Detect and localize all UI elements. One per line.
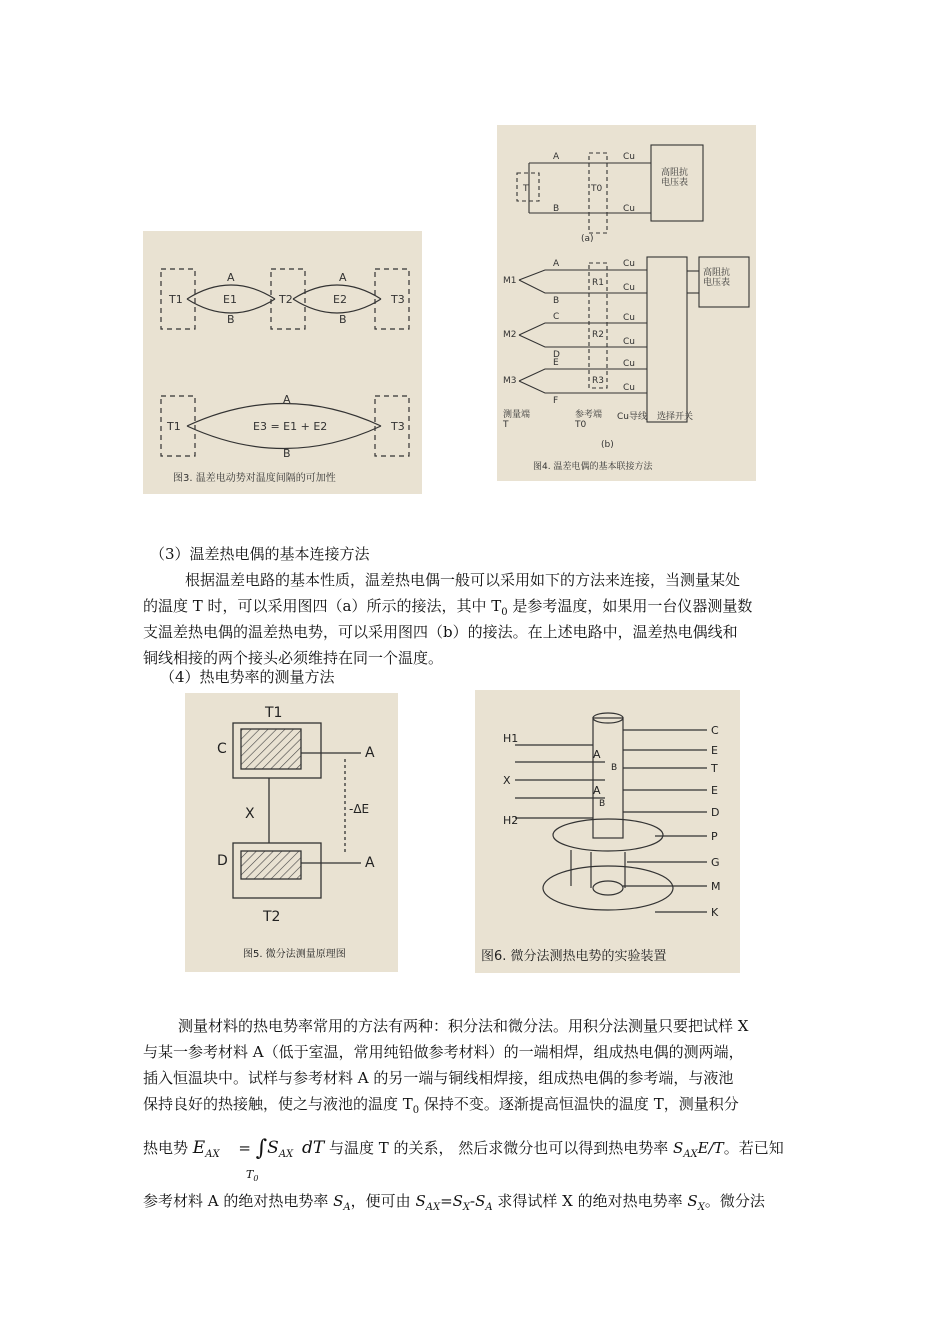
label: X bbox=[245, 806, 255, 822]
figure-3 bbox=[143, 231, 422, 494]
label: R2 bbox=[592, 330, 604, 340]
figure-4 bbox=[497, 125, 756, 481]
label: B bbox=[599, 799, 606, 809]
section-heading: （4）热电势率的测量方法 bbox=[160, 668, 335, 686]
label: Cu bbox=[623, 383, 635, 393]
figure-6 bbox=[475, 690, 740, 973]
integral-lower-limit: $T_0$ bbox=[246, 1168, 259, 1183]
label: Cu bbox=[623, 359, 635, 369]
label: X bbox=[503, 774, 511, 787]
meter-label: 高阻抗电压表 bbox=[661, 168, 689, 188]
label: M bbox=[711, 880, 721, 893]
label: C bbox=[711, 724, 719, 737]
paragraph-line: 插入恒温块中。试样与参考材料 A 的另一端与铜线相焊接，组成热电偶的参考端，与液池 bbox=[143, 1069, 734, 1087]
paragraph-line: 测量材料的热电势率常用的方法有两种：积分法和微分法。用积分法测量只要把试样 X bbox=[178, 1017, 749, 1035]
label: Cu bbox=[623, 204, 635, 214]
paragraph-line: 参考材料 A 的绝对热电势率 $S_A$，便可由 $S_{AX}=S_X-S_A$ 求得试样 X 的绝对热电势率 $S_X$。微分法 bbox=[143, 1192, 765, 1213]
label: R1 bbox=[592, 278, 604, 288]
paragraph-line: 与某一参考材料 A（低于室温，常用纯铅做参考材料）的一端相焊，组成热电偶的测两端， bbox=[143, 1043, 744, 1061]
label: B bbox=[339, 313, 347, 326]
label: E2 bbox=[333, 293, 347, 306]
label: 参考端 T0 bbox=[575, 410, 603, 430]
label: T1 bbox=[265, 705, 283, 721]
section-heading: （3）温差热电偶的基本连接方法 bbox=[150, 545, 370, 563]
label: T1 bbox=[169, 293, 183, 306]
label: M2 bbox=[503, 330, 517, 340]
label: T2 bbox=[279, 293, 293, 306]
label: Cu bbox=[623, 259, 635, 269]
figure-5-diagram bbox=[185, 693, 398, 972]
label: B bbox=[553, 204, 560, 214]
label: T0 bbox=[591, 184, 603, 194]
label: B bbox=[227, 313, 235, 326]
figure-4-diagram bbox=[497, 125, 756, 481]
base-hole bbox=[593, 881, 623, 895]
label: B bbox=[611, 763, 618, 773]
label: -ΔE bbox=[349, 802, 370, 816]
label: A bbox=[339, 271, 347, 284]
label: A bbox=[365, 855, 375, 871]
switch-box bbox=[647, 257, 687, 422]
formula-line: 热电势 $E_{AX} = \int S_{AX}$ dT 与温度 T 的关系， 然后求微分也可以得到热电势率 $S_{AX}E/T$。若已知 bbox=[143, 1136, 784, 1161]
wire bbox=[519, 369, 647, 381]
figure-6-diagram bbox=[475, 690, 740, 973]
label: D bbox=[553, 350, 560, 360]
label: T2 bbox=[263, 909, 281, 925]
label: Cu bbox=[623, 283, 635, 293]
label: F bbox=[553, 396, 559, 406]
label: 选择开关 bbox=[657, 412, 694, 422]
hatched-region bbox=[241, 729, 301, 769]
label: (a) bbox=[581, 234, 594, 244]
figure-caption: 图4. 温差电偶的基本联接方法 bbox=[533, 462, 653, 472]
sample-column bbox=[593, 718, 623, 838]
base bbox=[543, 866, 673, 910]
label: A bbox=[365, 745, 375, 761]
label: T3 bbox=[391, 420, 405, 433]
label: Cu导线 bbox=[617, 412, 647, 422]
hatched-region bbox=[241, 851, 301, 879]
label: D bbox=[711, 806, 720, 819]
label: T3 bbox=[391, 293, 405, 306]
label: T bbox=[711, 762, 718, 775]
label: D bbox=[217, 853, 228, 869]
label: H1 bbox=[503, 732, 519, 745]
figure-caption: 图6. 微分法测热电势的实验装置 bbox=[481, 949, 667, 964]
label: A bbox=[283, 393, 291, 406]
label: E1 bbox=[223, 293, 237, 306]
label: E bbox=[553, 358, 559, 368]
wire bbox=[519, 323, 647, 335]
label: 测量端 T bbox=[503, 410, 531, 430]
figure-caption: 图3. 温差电动势对温度间隔的可加性 bbox=[173, 473, 336, 484]
label: E3 = E1 + E2 bbox=[253, 420, 328, 433]
wire bbox=[519, 270, 647, 280]
label: Cu bbox=[623, 313, 635, 323]
label: A bbox=[553, 152, 560, 162]
label: E bbox=[711, 784, 718, 797]
figure-caption: 图5. 微分法测量原理图 bbox=[243, 949, 346, 960]
label: Cu bbox=[623, 337, 635, 347]
paragraph-line: 支温差热电偶的温差热电势，可以采用图四（b）的接法。在上述电路中，温差热电偶线和 bbox=[143, 623, 738, 641]
paragraph-line: 保持良好的热接触，使之与液池的温度 $T_0$ 保持不变。逐渐提高恒温快的温度 T，测量积分 bbox=[143, 1095, 739, 1116]
label: A bbox=[553, 259, 560, 269]
label: A bbox=[227, 271, 235, 284]
label: G bbox=[711, 856, 720, 869]
label: B bbox=[553, 296, 560, 306]
label: H2 bbox=[503, 814, 519, 827]
label: A bbox=[593, 784, 601, 797]
label: (b) bbox=[601, 440, 614, 450]
label: T bbox=[523, 184, 529, 194]
paragraph-line: 的温度 T 时，可以采用图四（a）所示的接法，其中 $T_0$ 是参考温度，如果用一台仪器测量数 bbox=[143, 597, 753, 618]
label: A bbox=[593, 748, 601, 761]
label: M1 bbox=[503, 276, 517, 286]
plate bbox=[553, 819, 663, 851]
label: C bbox=[217, 741, 227, 757]
paragraph-line: 铜线相接的两个接头必须维持在同一个温度。 bbox=[143, 649, 444, 667]
label: Cu bbox=[623, 152, 635, 162]
label: P bbox=[711, 830, 718, 843]
label: E bbox=[711, 744, 718, 757]
label: M3 bbox=[503, 376, 517, 386]
label: C bbox=[553, 312, 560, 322]
paragraph-line: 根据温差电路的基本性质，温差热电偶一般可以采用如下的方法来连接，当测量某处 bbox=[185, 571, 741, 589]
label: B bbox=[283, 447, 291, 460]
label: K bbox=[711, 906, 719, 919]
meter-label: 高阻抗电压表 bbox=[703, 268, 731, 288]
label: R3 bbox=[592, 376, 604, 386]
figure-3-diagram bbox=[143, 231, 422, 494]
label: T1 bbox=[167, 420, 181, 433]
figure-5 bbox=[185, 693, 398, 972]
